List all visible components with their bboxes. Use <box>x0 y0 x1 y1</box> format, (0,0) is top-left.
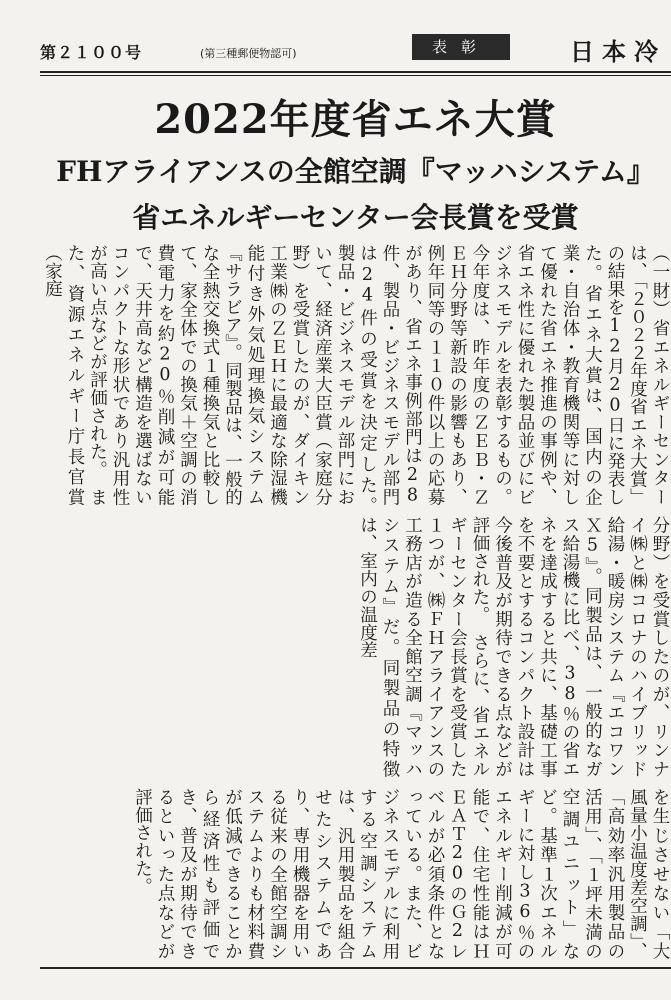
top-rule-thin <box>40 75 671 76</box>
headline-sub-1: FHアライアンスの全館空調『マッハシステム』 <box>56 155 655 188</box>
postal-permit: (第三種郵便物認可) <box>200 47 297 60</box>
headline-sub-2: 省エネルギーセンター会長賞を受賞 <box>132 201 579 234</box>
headline-main: 2022年度省エネ大賞 <box>154 96 557 143</box>
masthead <box>0 0 671 80</box>
article-tier-3: を生じさせない「大風量小温度差空調」、「高効率汎用製品の活用」、「１坪未満の空調ユニット」など。基準１次エネルギーに対し36％のエネルギー削減が可能で、住宅性能はＨＥＡＴ20のＧ2レベルが必須条件となっている。また、ビジネスモデルに利用する空調システムは、汎用製品を組合せたシステムであり、専用機器を用いる従来の全館空調システムよりも材料費が低減できることから経済性も評価でき、普及が期待できるといった点などが評価された。 <box>132 788 670 960</box>
issue-number: 第２１００号 <box>40 43 143 62</box>
article-tier-2: 分野）を受賞したのが、リンナイ㈱と㈱コロナのハイブリッド給湯・暖房システム『エコワンＸ5』。同製品は、一般的なガス給湯機に比べ、38％の省エネを達成すると共に、基礎工事を不要とするコンパクト設計は今後普及が期待できる点などが評価された。 さらに、省エネルギーセンター会長賞を受賞した１つが、㈱ＦＨアライアンスの工務店が造る全館空調『マッハシステム』だ。同製品の特徴は、室内の温度差 <box>357 516 670 778</box>
bottom-rule <box>40 967 671 969</box>
top-rule <box>40 71 671 73</box>
article-body <box>35 244 671 960</box>
section-label: 表彰 <box>412 34 510 60</box>
article-tier-1: （一財）省エネルギーセンターは、「２０２２年度省エネ大賞」の結果を12月20日に発表した。省エネ大賞は、国内の企業・自治体・教育機関等に対して優れた省エネ推進の事例や、省エネ性に優れた製品並びにビジネスモデルを表彰するもの。今年度は、昨年度のＺＥＢ・ＺＥＨ分野等新設の影響もあり、例年同等の１１０件以上の応募があり、省エネ事例部門は28件、製品・ビジネスモデル部門は24件の受賞を決定した。 製品・ビジネスモデル部門において、経済産業大臣賞（家庭分野）を受賞したのが、ダイキン工業㈱のＺＥＨに最適な除湿機能付き外気処理換気システム『サラビア』。同製品は、一般的な全熱交換式１種換気と比較して、家全体での換気＋空調の消費電力を約20％削減が可能で、天井高など構造を選ばないコンパクトな形状であり汎用性が高い点などが評価された。 また、資源エネルギー庁長官賞（家庭 <box>42 244 670 506</box>
headline-block <box>40 95 671 241</box>
paper-name: 日本冷 <box>570 38 666 66</box>
